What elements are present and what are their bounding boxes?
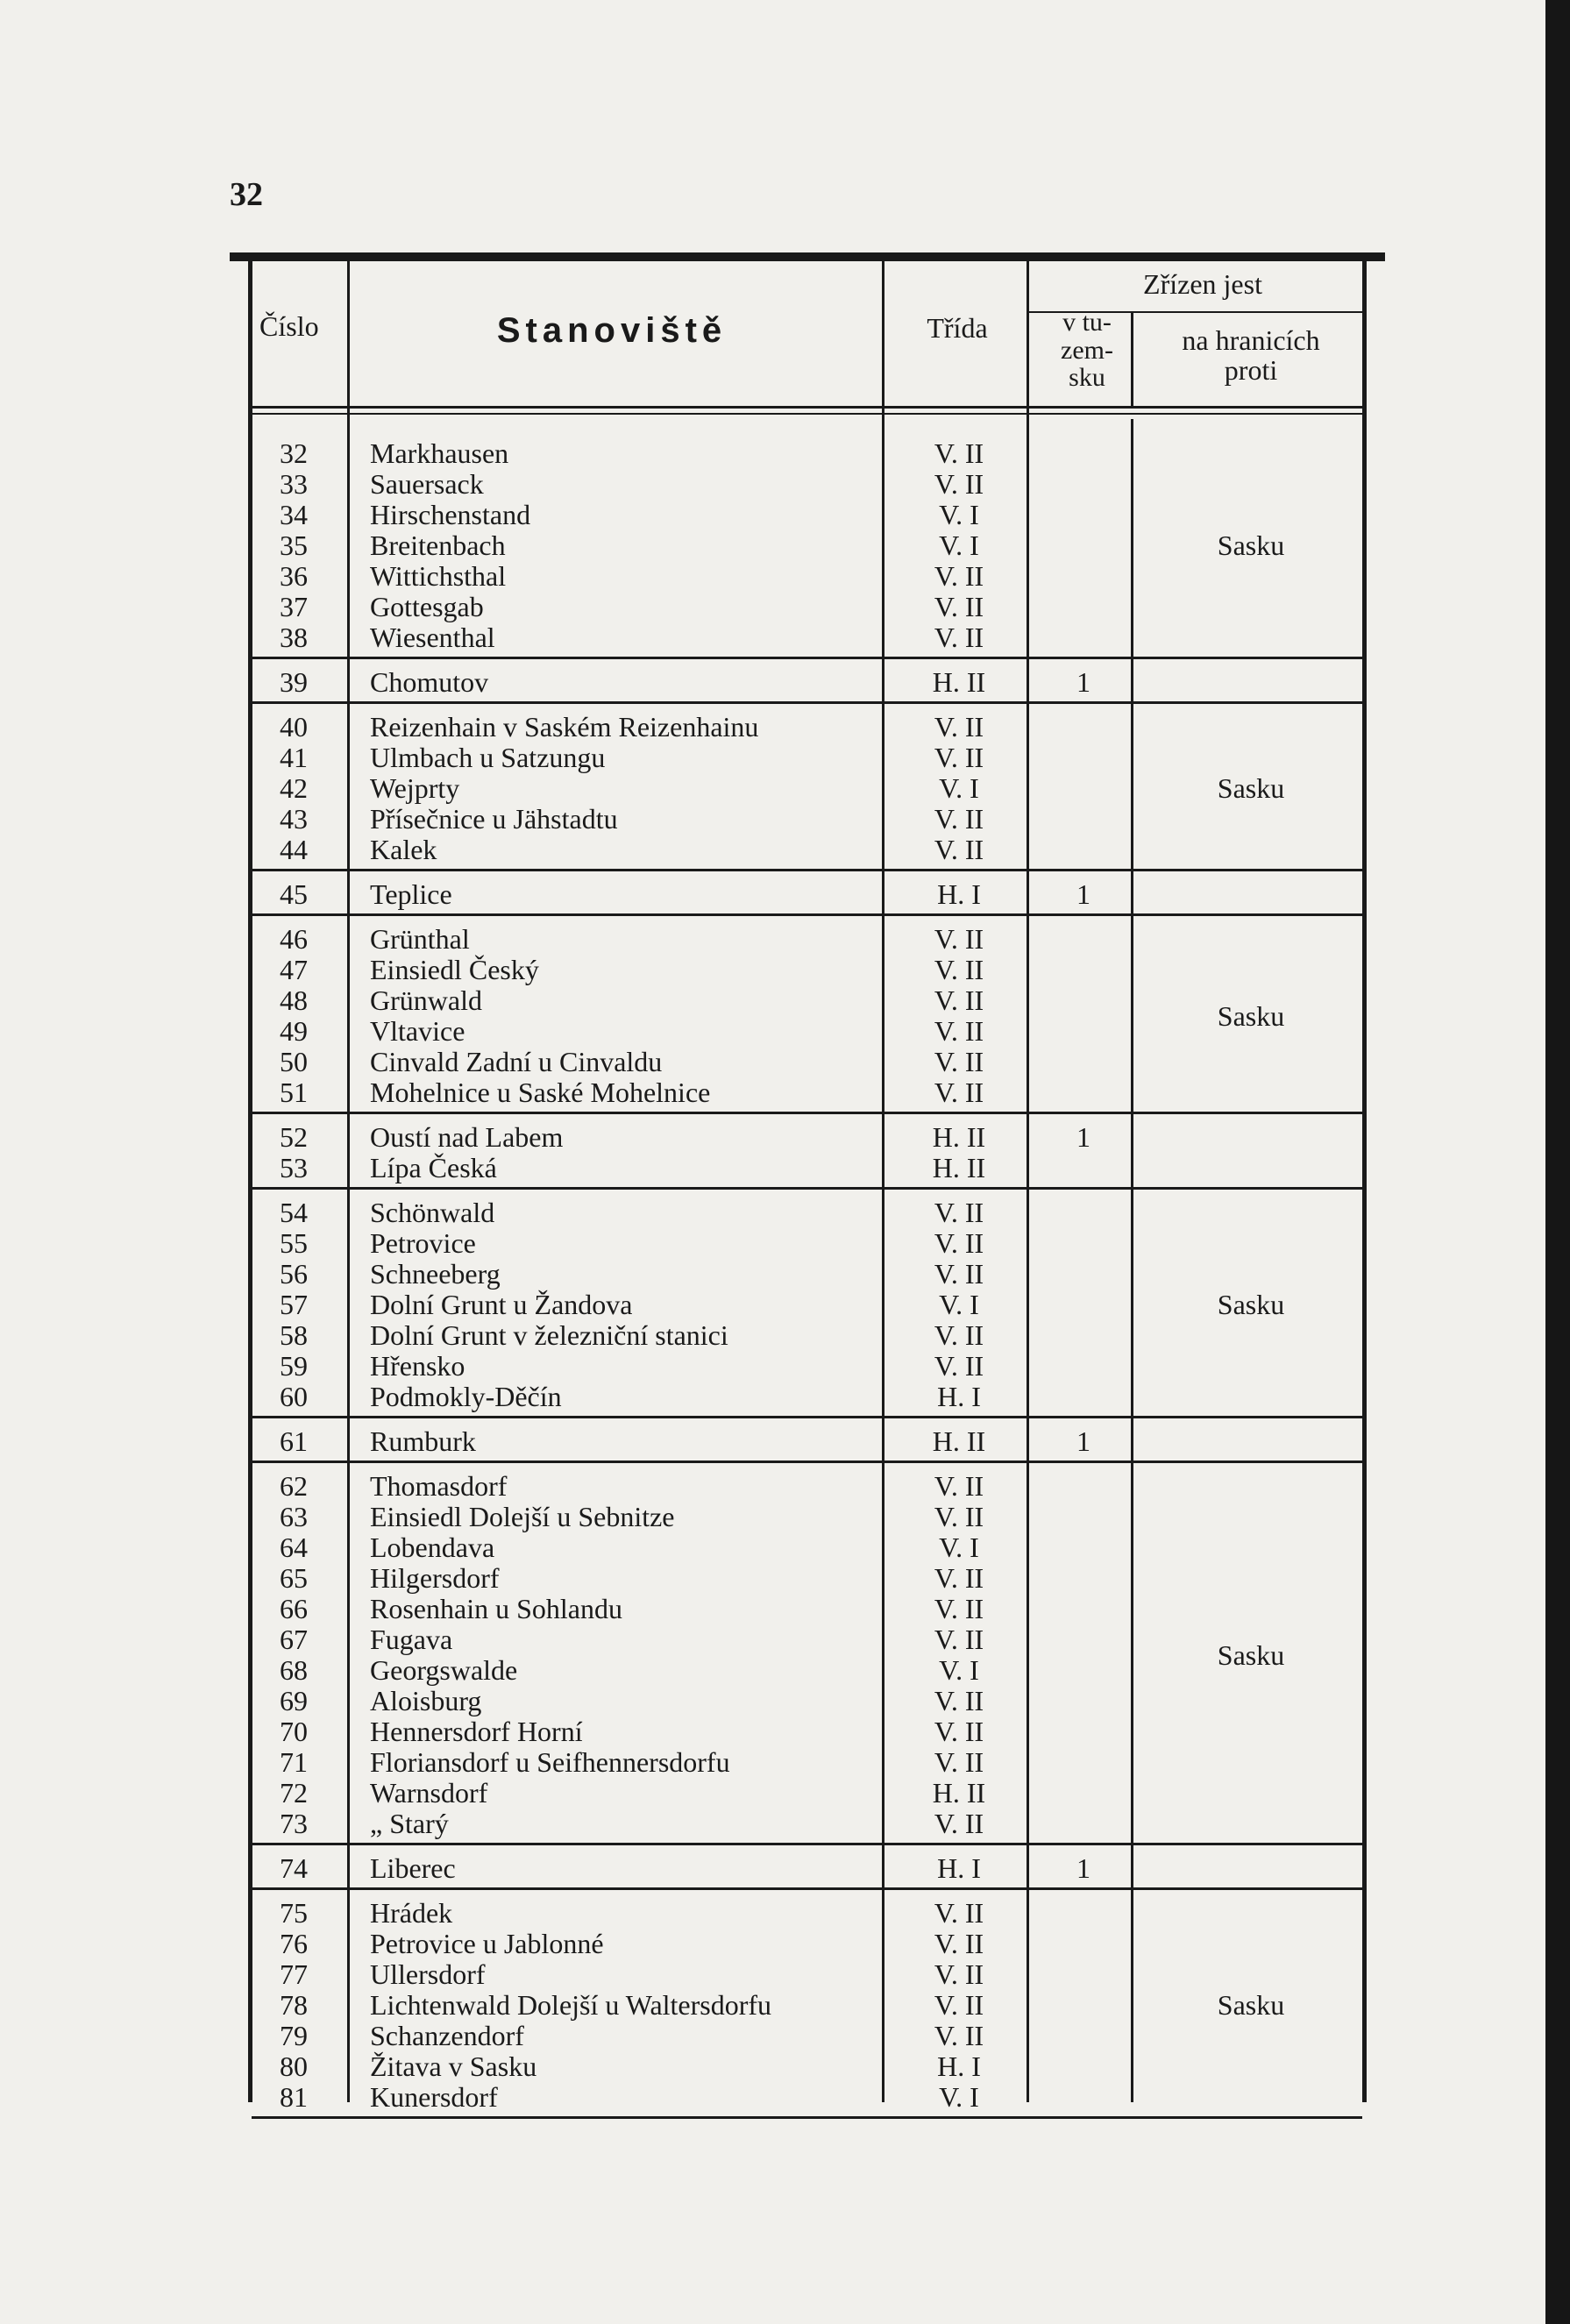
- station-class: V. II: [934, 560, 984, 592]
- table-row: [230, 500, 1385, 530]
- station-name: Breitenbach: [370, 529, 506, 561]
- group-separator: [252, 657, 1362, 659]
- station-number: 60: [280, 1381, 308, 1412]
- station-number: 66: [280, 1593, 308, 1624]
- header-na-hranicich: na hranicích proti: [1182, 324, 1320, 386]
- station-number: 32: [280, 437, 308, 469]
- station-class: H. II: [932, 1777, 986, 1809]
- station-class: H. II: [932, 1121, 986, 1153]
- table-row: [230, 1594, 1385, 1624]
- station-name: Hilgersdorf: [370, 1562, 500, 1594]
- station-number: 53: [280, 1152, 308, 1183]
- station-name: Chomutov: [370, 666, 489, 698]
- station-class: V. II: [934, 923, 984, 955]
- table-row: [230, 1563, 1385, 1594]
- station-number: 63: [280, 1501, 308, 1532]
- station-class: V. II: [934, 1989, 984, 2021]
- station-number: 71: [280, 1746, 308, 1778]
- header-bottom-rule: [252, 406, 1362, 409]
- station-class: V. II: [934, 1197, 984, 1228]
- table-row: [230, 1047, 1385, 1077]
- station-number: 70: [280, 1716, 308, 1747]
- station-number: 58: [280, 1319, 308, 1351]
- station-class: V. I: [939, 529, 979, 561]
- station-name: Dolní Grunt v železniční stanici: [370, 1319, 728, 1351]
- station-class: V. II: [934, 1685, 984, 1716]
- station-name: Lípa Česká: [370, 1152, 497, 1183]
- table-row: [230, 561, 1385, 592]
- table-row: [230, 1532, 1385, 1563]
- station-number: 61: [280, 1425, 308, 1457]
- station-name: Rosenhain u Sohlandu: [370, 1593, 622, 1624]
- station-class: V. II: [934, 1562, 984, 1594]
- station-domestic: 1: [1076, 878, 1090, 910]
- station-number: 75: [280, 1897, 308, 1929]
- table-row: [230, 2082, 1385, 2113]
- station-name: Schneeberg: [370, 1258, 501, 1290]
- table-row: [230, 1228, 1385, 1259]
- station-name: Gottesgab: [370, 591, 484, 622]
- station-class: V. I: [939, 2081, 979, 2113]
- table-row: [230, 924, 1385, 955]
- table-top-rule: [230, 252, 1385, 261]
- table-row: [230, 667, 1385, 698]
- station-name: Vltavice: [370, 1015, 465, 1047]
- station-name: Žitava v Sasku: [370, 2050, 537, 2082]
- station-name: Warnsdorf: [370, 1777, 488, 1809]
- station-name: Petrovice u Jablonné: [370, 1928, 604, 1959]
- table-row: [230, 592, 1385, 622]
- border-country: Sasku: [1217, 772, 1285, 804]
- table-row: [230, 955, 1385, 985]
- table-row: [230, 1809, 1385, 1839]
- station-number: 67: [280, 1624, 308, 1655]
- station-name: Einsiedl Český: [370, 954, 539, 985]
- table-row: [230, 1259, 1385, 1290]
- station-name: Schönwald: [370, 1197, 495, 1228]
- station-number: 44: [280, 834, 308, 865]
- station-number: 52: [280, 1121, 308, 1153]
- station-number: 69: [280, 1685, 308, 1716]
- table-row: [230, 469, 1385, 500]
- station-domestic: 1: [1076, 1121, 1090, 1153]
- header-bottom-rule-2: [252, 413, 1362, 415]
- table-row: [230, 1929, 1385, 1959]
- station-name: Podmokly-Děčín: [370, 1381, 562, 1412]
- group-separator: [252, 1112, 1362, 1114]
- header-stanoviste: Stanoviště: [496, 311, 728, 350]
- station-class: H. II: [932, 1152, 986, 1183]
- station-number: 68: [280, 1654, 308, 1686]
- station-class: V. II: [934, 1624, 984, 1655]
- table-row: [230, 879, 1385, 910]
- station-name: Reizenhain v Saském Reizenhainu: [370, 711, 759, 743]
- table-row: [230, 1716, 1385, 1747]
- station-class: V. II: [934, 1716, 984, 1747]
- station-number: 56: [280, 1258, 308, 1290]
- station-name: Aloisburg: [370, 1685, 482, 1716]
- group-separator: [252, 701, 1362, 704]
- table-row: [230, 1153, 1385, 1183]
- station-number: 78: [280, 1989, 308, 2021]
- station-class: V. II: [934, 1258, 984, 1290]
- station-class: H. I: [937, 1381, 981, 1412]
- group-separator: [252, 1843, 1362, 1845]
- station-number: 77: [280, 1958, 308, 1990]
- station-name: Grünthal: [370, 923, 470, 955]
- group-separator: [252, 1887, 1362, 1890]
- station-number: 45: [280, 878, 308, 910]
- station-name: Wiesenthal: [370, 622, 495, 653]
- station-name: Oustí nad Labem: [370, 1121, 564, 1153]
- table-row: [230, 2021, 1385, 2051]
- header-v-tuzemsku: v tu- zem- sku: [1061, 308, 1113, 392]
- station-number: 73: [280, 1808, 308, 1839]
- station-domestic: 1: [1076, 666, 1090, 698]
- border-country: Sasku: [1217, 529, 1285, 561]
- table-row: [230, 1382, 1385, 1412]
- station-domestic: 1: [1076, 1852, 1090, 1884]
- station-class: H. II: [932, 1425, 986, 1457]
- table-row: [230, 1320, 1385, 1351]
- station-class: V. I: [939, 1532, 979, 1563]
- border-country: Sasku: [1217, 1638, 1285, 1671]
- station-number: 40: [280, 711, 308, 743]
- station-domestic: 1: [1076, 1425, 1090, 1457]
- header-zrizen-jest: Zřízen jest: [1143, 268, 1262, 300]
- station-number: 59: [280, 1350, 308, 1382]
- station-name: Rumburk: [370, 1425, 476, 1457]
- station-name: Hirschenstand: [370, 499, 531, 530]
- station-class: V. II: [934, 711, 984, 743]
- station-class: V. I: [939, 499, 979, 530]
- page-number: 32: [230, 176, 263, 213]
- table-row: [230, 804, 1385, 835]
- station-class: H. I: [937, 2050, 981, 2082]
- header-trida: Třída: [927, 312, 988, 344]
- station-class: V. I: [939, 772, 979, 804]
- station-number: 35: [280, 529, 308, 561]
- station-class: V. II: [934, 1928, 984, 1959]
- station-name: Sauersack: [370, 468, 484, 500]
- station-class: V. II: [934, 591, 984, 622]
- station-class: V. II: [934, 1015, 984, 1047]
- border-country: Sasku: [1217, 1289, 1285, 1320]
- station-class: V. II: [934, 742, 984, 773]
- station-number: 76: [280, 1928, 308, 1959]
- station-class: V. II: [934, 1746, 984, 1778]
- station-class: V. II: [934, 1501, 984, 1532]
- station-name: Schanzendorf: [370, 2020, 524, 2051]
- table-row: [230, 1122, 1385, 1153]
- station-number: 42: [280, 772, 308, 804]
- group-separator: [252, 1187, 1362, 1190]
- station-number: 62: [280, 1470, 308, 1502]
- table-row: [230, 1959, 1385, 1990]
- station-name: Lobendava: [370, 1532, 495, 1563]
- station-class: V. II: [934, 437, 984, 469]
- station-number: 39: [280, 666, 308, 698]
- station-class: V. II: [934, 1319, 984, 1351]
- station-name: Wittichsthal: [370, 560, 507, 592]
- station-name: Teplice: [370, 878, 452, 910]
- table-row: [230, 743, 1385, 773]
- station-name: Hrádek: [370, 1897, 453, 1929]
- table-row: [230, 1853, 1385, 1884]
- station-name: Ullersdorf: [370, 1958, 486, 1990]
- station-class: V. II: [934, 834, 984, 865]
- station-name: Grünwald: [370, 984, 482, 1016]
- station-class: V. II: [934, 1808, 984, 1839]
- table-row: [230, 622, 1385, 653]
- station-number: 55: [280, 1227, 308, 1259]
- station-class: V. II: [934, 2020, 984, 2051]
- station-class: V. II: [934, 1077, 984, 1108]
- station-name: Kalek: [370, 834, 437, 865]
- station-class: V. II: [934, 1227, 984, 1259]
- group-separator: [252, 913, 1362, 916]
- station-name: „ Starý: [370, 1808, 449, 1839]
- station-class: V. II: [934, 1593, 984, 1624]
- station-class: V. I: [939, 1654, 979, 1686]
- station-number: 37: [280, 591, 308, 622]
- station-number: 36: [280, 560, 308, 592]
- station-name: Markhausen: [370, 437, 509, 469]
- station-name: Mohelnice u Saské Mohelnice: [370, 1077, 711, 1108]
- group-separator: [252, 1460, 1362, 1463]
- station-class: V. II: [934, 1470, 984, 1502]
- station-name: Ulmbach u Satzungu: [370, 742, 606, 773]
- station-number: 38: [280, 622, 308, 653]
- station-number: 57: [280, 1289, 308, 1320]
- station-class: V. II: [934, 1350, 984, 1382]
- table-row: [230, 712, 1385, 743]
- table-row: [230, 1426, 1385, 1457]
- group-separator: [252, 869, 1362, 871]
- stations-table: [230, 252, 1385, 2113]
- station-name: Thomasdorf: [370, 1470, 508, 1502]
- station-number: 79: [280, 2020, 308, 2051]
- border-country: Sasku: [1217, 1989, 1285, 2021]
- table-row: [230, 1471, 1385, 1502]
- station-name: Cinvald Zadní u Cinvaldu: [370, 1046, 663, 1077]
- group-separator: [252, 2116, 1362, 2119]
- station-class: V. II: [934, 1958, 984, 1990]
- station-name: Lichtenwald Dolejší u Waltersdorfu: [370, 1989, 772, 2021]
- station-number: 64: [280, 1532, 308, 1563]
- station-class: V. II: [934, 984, 984, 1016]
- station-name: Kunersdorf: [370, 2081, 498, 2113]
- station-number: 74: [280, 1852, 308, 1884]
- station-name: Dolní Grunt u Žandova: [370, 1289, 633, 1320]
- station-number: 81: [280, 2081, 308, 2113]
- station-name: Hřensko: [370, 1350, 465, 1382]
- station-number: 34: [280, 499, 308, 530]
- station-class: H. II: [932, 666, 986, 698]
- station-name: Petrovice: [370, 1227, 476, 1259]
- station-name: Liberec: [370, 1852, 456, 1884]
- table-row: [230, 1747, 1385, 1778]
- table-row: [230, 1778, 1385, 1809]
- station-class: V. II: [934, 954, 984, 985]
- station-name: Přísečnice u Jähstadtu: [370, 803, 618, 835]
- table-row: [230, 1502, 1385, 1532]
- station-class: V. II: [934, 1897, 984, 1929]
- table-row: [230, 1351, 1385, 1382]
- table-row: [230, 438, 1385, 469]
- table-row: [230, 1077, 1385, 1108]
- station-name: Georgswalde: [370, 1654, 518, 1686]
- table-row: [230, 835, 1385, 865]
- station-class: V. II: [934, 1046, 984, 1077]
- table-row: [230, 1198, 1385, 1228]
- table-row: [230, 1686, 1385, 1716]
- station-number: 48: [280, 984, 308, 1016]
- station-number: 43: [280, 803, 308, 835]
- station-number: 51: [280, 1077, 308, 1108]
- station-number: 65: [280, 1562, 308, 1594]
- station-number: 46: [280, 923, 308, 955]
- group-separator: [252, 1416, 1362, 1418]
- header-cislo: Číslo: [259, 310, 319, 342]
- station-name: Hennersdorf Horní: [370, 1716, 583, 1747]
- station-number: 41: [280, 742, 308, 773]
- station-name: Floriansdorf u Seifhennersdorfu: [370, 1746, 730, 1778]
- station-number: 72: [280, 1777, 308, 1809]
- station-class: H. I: [937, 878, 981, 910]
- station-class: V. I: [939, 1289, 979, 1320]
- station-number: 50: [280, 1046, 308, 1077]
- station-name: Wejprty: [370, 772, 460, 804]
- border-country: Sasku: [1217, 999, 1285, 1032]
- station-number: 49: [280, 1015, 308, 1047]
- page-edge: [1545, 0, 1570, 2324]
- station-number: 47: [280, 954, 308, 985]
- station-class: V. II: [934, 622, 984, 653]
- station-number: 33: [280, 468, 308, 500]
- station-number: 80: [280, 2050, 308, 2082]
- station-name: Fugava: [370, 1624, 453, 1655]
- station-name: Einsiedl Dolejší u Sebnitze: [370, 1501, 675, 1532]
- station-class: V. II: [934, 468, 984, 500]
- station-class: H. I: [937, 1852, 981, 1884]
- station-number: 54: [280, 1197, 308, 1228]
- table-row: [230, 1898, 1385, 1929]
- station-class: V. II: [934, 803, 984, 835]
- table-row: [230, 2051, 1385, 2082]
